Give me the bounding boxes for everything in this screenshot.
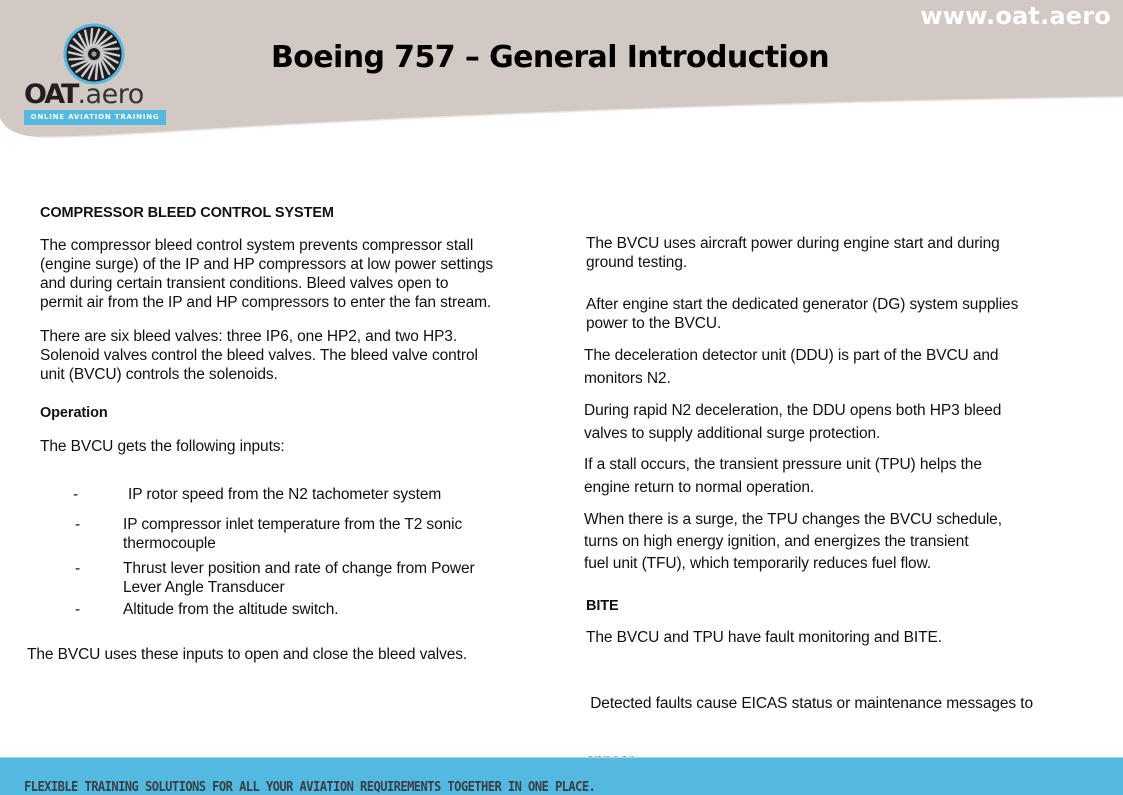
text-line: Detected faults cause EICAS status or maintenance messages to	[586, 695, 1033, 712]
paragraph-n2-deceleration	[584, 399, 1104, 445]
paragraph-bite: The BVCU and TPU have fault monitoring and BITE.	[586, 629, 942, 646]
paragraph-dedicated-generator	[586, 295, 1106, 333]
text-line: When there is a surge, the TPU changes the BVCU schedule,	[584, 511, 1002, 528]
text-line: engine return to normal operation.	[584, 479, 815, 496]
footer-band	[0, 757, 1123, 795]
section-heading-operation: Operation	[40, 405, 108, 421]
oat-aero-logo[interactable]	[24, 22, 169, 128]
logo-wordmark-bold: OAT	[24, 79, 78, 110]
section-heading-compressor-bleed: COMPRESSOR BLEED CONTROL SYSTEM	[40, 205, 334, 221]
list-item-text: Altitude from the altitude switch.	[123, 601, 339, 618]
list-item-text-cont: Lever Angle Transducer	[123, 579, 285, 596]
text-line: ground testing.	[586, 254, 688, 271]
bullet-dash: -	[75, 560, 81, 577]
text-line: There are six bleed valves: three IP6, one HP2, and two HP3.	[40, 328, 458, 345]
paragraph-intro	[40, 236, 560, 312]
text-line: valves to supply additional surge protection.	[584, 425, 881, 442]
footer-tagline: FLEXIBLE TRAINING SOLUTIONS FOR ALL YOUR AVIATION REQUIREMENTS TOGETHER IN ONE PLACE.	[24, 780, 596, 795]
text-line: Solenoid valves control the bleed valves. The bleed valve control	[40, 347, 478, 364]
text-line: turns on high energy ignition, and energizes the transient	[584, 533, 969, 550]
page-title: Boeing 757 – General Introduction	[270, 40, 829, 75]
logo-tagline: ONLINE AVIATION TRAINING	[24, 110, 166, 125]
text-line: After engine start the dedicated generator (DG) system supplies	[586, 296, 1019, 313]
text-line: and during certain transient conditions. Bleed valves open to	[40, 275, 449, 292]
text-line: fuel unit (TFU), which temporarily reduces fuel flow.	[584, 555, 932, 572]
list-item-text-cont: thermocouple	[123, 535, 216, 552]
text-line: The BVCU uses aircraft power during engine start and during	[586, 235, 1000, 252]
logo-wordmark	[24, 80, 144, 110]
text-line: permit air from the IP and HP compressors to enter the fan stream.	[40, 294, 492, 311]
logo-wordmark-light: .aero	[77, 79, 144, 110]
list-item-text: IP rotor speed from the N2 tachometer system	[128, 486, 442, 503]
paragraph-tpu-stall	[584, 453, 1104, 499]
text-line: The deceleration detector unit (DDU) is part of the BVCU and	[584, 347, 999, 364]
website-url[interactable]: www.oat.aero	[920, 2, 1111, 30]
paragraph-closing: The BVCU uses these inputs to open and close the bleed valves.	[27, 646, 468, 663]
inputs-intro: The BVCU gets the following inputs:	[40, 438, 285, 455]
bullet-dash: -	[73, 486, 79, 503]
text-line: If a stall occurs, the transient pressure unit (TPU) helps the	[584, 456, 982, 473]
paragraph-ddu	[584, 344, 1104, 390]
list-item-text: IP compressor inlet temperature from the T2 sonic	[123, 516, 463, 533]
text-line: The compressor bleed control system prevents compressor stall	[40, 237, 474, 254]
text-line: monitors N2.	[584, 370, 671, 387]
bullet-dash: -	[75, 601, 81, 618]
paragraph-tpu-surge	[584, 509, 1104, 575]
paragraph-bleed-valves	[40, 327, 560, 384]
bullet-dash: -	[75, 516, 81, 533]
section-heading-bite: BITE	[586, 598, 619, 614]
list-item-text: Thrust lever position and rate of change from Power	[123, 560, 475, 577]
text-line: power to the BVCU.	[586, 315, 722, 332]
text-line: (engine surge) of the IP and HP compressors at low power settings	[40, 256, 493, 273]
paragraph-aircraft-power	[586, 234, 1106, 272]
text-line: During rapid N2 deceleration, the DDU opens both HP3 bleed	[584, 402, 1002, 419]
text-line: unit (BVCU) controls the solenoids.	[40, 366, 278, 383]
